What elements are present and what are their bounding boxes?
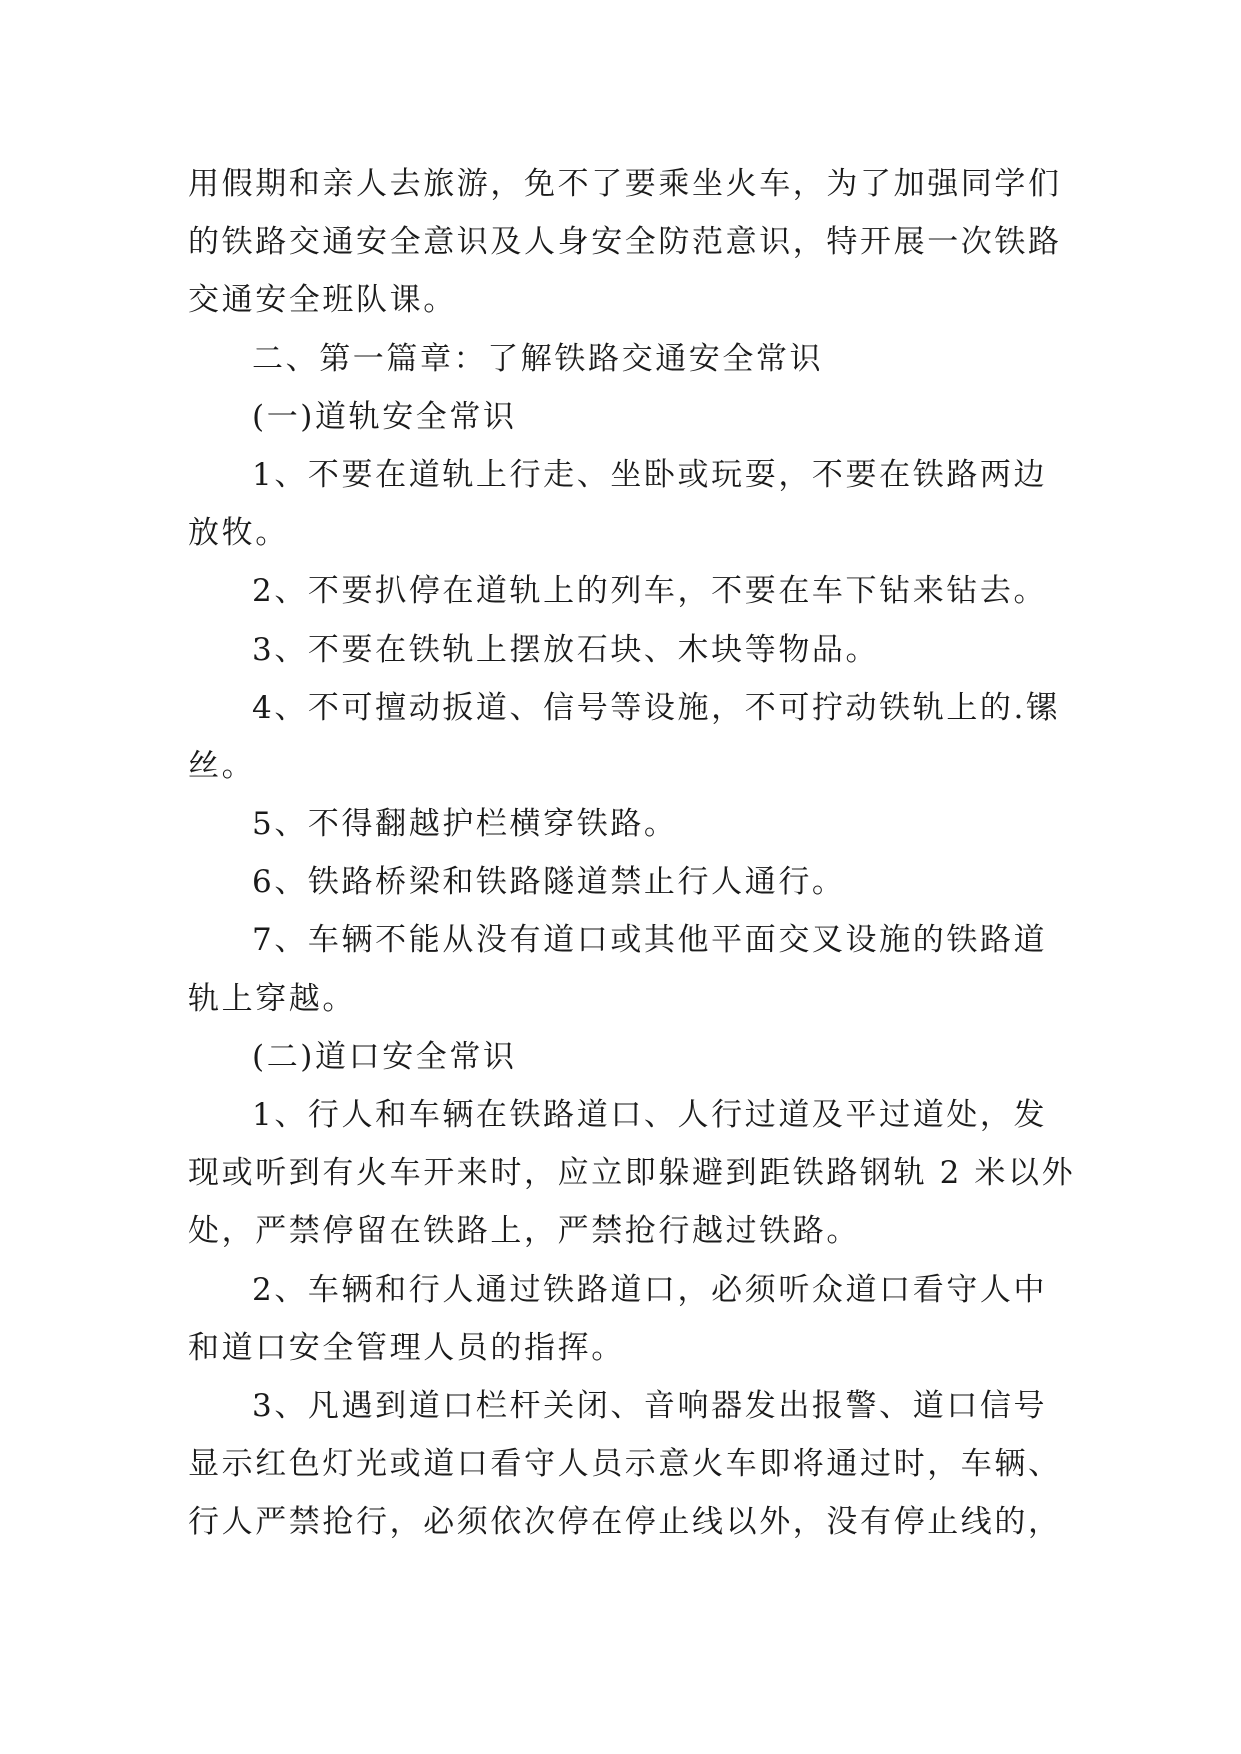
list-item: 1、不要在道轨上行走、坐卧或玩耍，不要在铁路两边 [252,456,1048,493]
list-item: 6、铁路桥梁和铁路隧道禁止行人通行。 [252,864,846,901]
list-item-continuation: 轨上穿越。 [188,980,356,1017]
subsection-heading: (二)道口安全常识 [252,1038,517,1075]
list-item-continuation: 行人严禁抢行，必须依次停在停止线以外，没有停止线的， [188,1504,1062,1541]
list-item: 2、车辆和行人通过铁路道口，必须听众道口看守人中 [252,1271,1048,1308]
list-item: 5、不得翻越护栏横穿铁路。 [252,806,678,843]
list-item: 1、行人和车辆在铁路道口、人行过道及平过道处，发 [252,1097,1048,1133]
list-item-continuation: 现或听到有火车开来时，应立即躲避到距铁路钢轨 2 米以外 [188,1155,1076,1192]
list-item: 7、车辆不能从没有道口或其他平面交叉设施的铁路道 [252,922,1048,959]
section-heading: 二、第一篇章：了解铁路交通安全常识 [252,340,824,377]
list-item: 4、不可擅动扳道、信号等设施，不可拧动铁轨上的.镙 [252,689,1060,726]
list-item-continuation: 放牧。 [188,515,289,552]
body-text [188,155,1076,1552]
list-item: 3、凡遇到道口栏杆关闭、音响器发出报警、道口信号 [252,1387,1048,1424]
list-item: 2、不要扒停在道轨上的列车，不要在车下钻来钻去。 [252,573,1048,610]
list-item-continuation: 丝。 [188,747,256,784]
text-line: 交通安全班队课。 [188,282,457,319]
list-item: 3、不要在铁轨上摆放石块、木块等物品。 [252,631,880,668]
list-item-continuation: 和道口安全管理人员的指挥。 [188,1329,625,1366]
list-item-continuation: 处，严禁停留在铁路上，严禁抢行越过铁路。 [188,1213,860,1250]
text-line: 的铁路交通安全意识及人身安全防范意识，特开展一次铁路 [188,224,1062,261]
text-line: 用假期和亲人去旅游，免不了要乘坐火车，为了加强同学们 [188,166,1062,202]
subsection-heading: (一)道轨安全常识 [252,398,517,435]
list-item-continuation: 显示红色灯光或道口看守人员示意火车即将通过时，车辆、 [188,1446,1062,1483]
